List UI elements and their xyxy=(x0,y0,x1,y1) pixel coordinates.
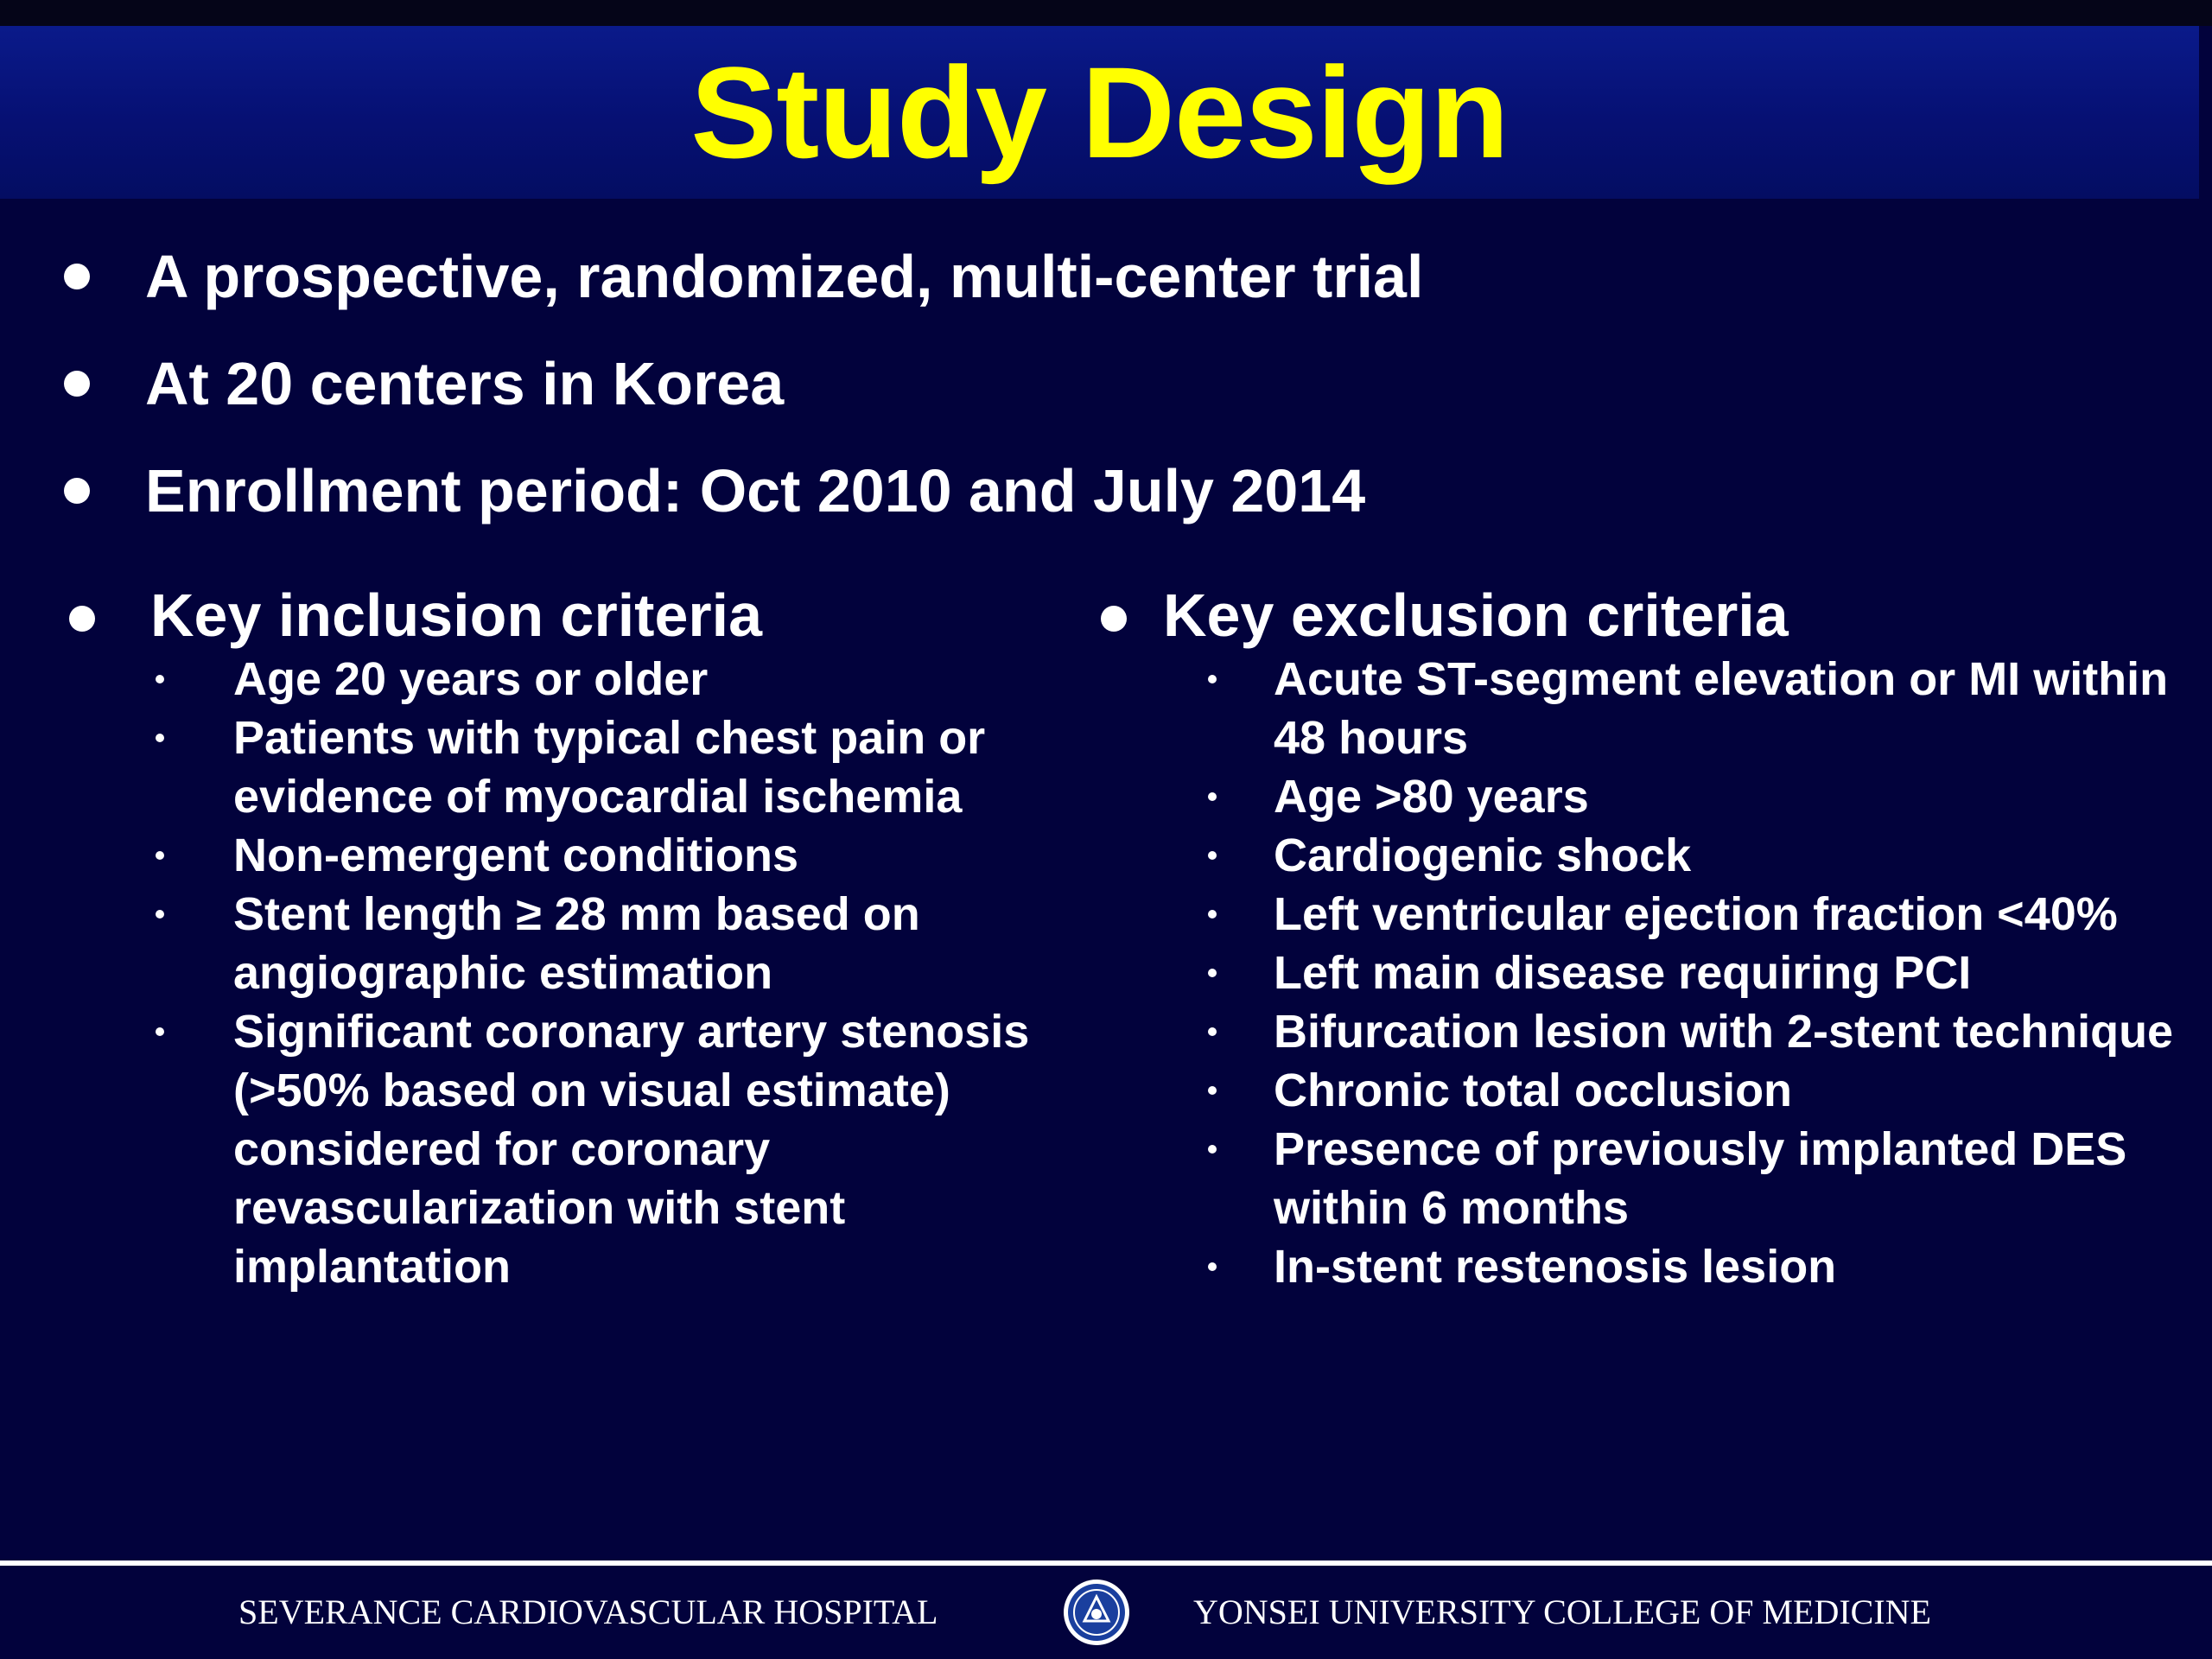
footer-college-name: YONSEI UNIVERSITY COLLEGE OF MEDICINE xyxy=(1192,1592,1931,1631)
exclusion-item-text: Presence of previously implanted DES within 6 months xyxy=(1274,1123,2127,1234)
small-bullet-icon xyxy=(156,734,164,742)
exclusion-item xyxy=(1089,826,2203,885)
main-bullet xyxy=(0,235,2212,342)
inclusion-item xyxy=(0,709,1089,826)
exclusion-item xyxy=(1089,1002,2203,1061)
small-bullet-icon xyxy=(1208,910,1217,918)
small-bullet-icon xyxy=(1208,792,1217,801)
inclusion-item xyxy=(0,650,1089,709)
exclusion-item-text: Bifurcation lesion with 2-stent technique xyxy=(1274,1006,2174,1058)
university-seal-icon xyxy=(1062,1578,1131,1647)
inclusion-heading-row xyxy=(0,577,1089,650)
main-bullet-text: At 20 centers in Korea xyxy=(145,350,785,417)
small-bullet-icon xyxy=(1208,1027,1217,1036)
exclusion-item xyxy=(1089,767,2203,826)
exclusion-heading: Key exclusion criteria xyxy=(1163,582,1789,649)
bullet-dot-icon xyxy=(1101,606,1127,632)
exclusion-item xyxy=(1089,1120,2203,1237)
small-bullet-icon xyxy=(1208,1145,1217,1154)
main-bullet-text: A prospective, randomized, multi-center trial xyxy=(145,243,1424,310)
inclusion-criteria-column xyxy=(0,577,1089,1296)
small-bullet-icon xyxy=(156,910,164,918)
exclusion-item xyxy=(1089,944,2203,1002)
bullet-dot-icon xyxy=(64,478,90,504)
bullet-dot-icon xyxy=(64,264,90,289)
small-bullet-icon xyxy=(156,1027,164,1036)
inclusion-item-text: Age 20 years or older xyxy=(233,653,709,705)
bullet-dot-icon xyxy=(69,606,95,632)
main-bullet xyxy=(0,342,2212,449)
exclusion-item xyxy=(1089,1237,2203,1296)
exclusion-item-text: Chronic total occlusion xyxy=(1274,1065,1793,1116)
small-bullet-icon xyxy=(1208,969,1217,977)
exclusion-item xyxy=(1089,650,2203,767)
exclusion-item-text: Left main disease requiring PCI xyxy=(1274,947,1972,999)
exclusion-item xyxy=(1089,885,2203,944)
footer xyxy=(0,1566,2212,1659)
exclusion-list xyxy=(1089,650,2203,1296)
inclusion-item-text: Stent length ≥ 28 mm based on angiographic estimation xyxy=(233,888,920,999)
main-bullet-list xyxy=(0,235,2212,556)
exclusion-item-text: Acute ST-segment elevation or MI within 48 hours xyxy=(1274,653,2169,764)
small-bullet-icon xyxy=(156,851,164,860)
exclusion-item-text: In-stent restenosis lesion xyxy=(1274,1241,1837,1293)
inclusion-item xyxy=(0,826,1089,885)
small-bullet-icon xyxy=(1208,1262,1217,1271)
title-band xyxy=(0,26,2199,199)
bullet-dot-icon xyxy=(64,371,90,397)
small-bullet-icon xyxy=(1208,675,1217,683)
inclusion-list xyxy=(0,650,1089,1296)
inclusion-item-text: Non-emergent conditions xyxy=(233,830,799,881)
inclusion-item-text: Patients with typical chest pain or evidence of myocardial ischemia xyxy=(233,712,986,823)
footer-hospital-name: SEVERANCE CARDIOVASCULAR HOSPITAL xyxy=(238,1592,938,1631)
small-bullet-icon xyxy=(1208,1086,1217,1095)
slide-title: Study Design xyxy=(690,40,1509,185)
inclusion-heading: Key inclusion criteria xyxy=(150,582,763,649)
main-bullet xyxy=(0,449,2212,556)
exclusion-heading-row xyxy=(1089,577,2203,650)
exclusion-item xyxy=(1089,1061,2203,1120)
exclusion-item-text: Cardiogenic shock xyxy=(1274,830,1692,881)
small-bullet-icon xyxy=(1208,851,1217,860)
inclusion-item xyxy=(0,885,1089,1002)
main-bullet-text: Enrollment period: Oct 2010 and July 2014 xyxy=(145,457,1366,524)
inclusion-item-text: Significant coronary artery stenosis (>50% based on visual estimate) considered for coronary revascularization with stent implantation xyxy=(233,1006,1030,1293)
top-strip xyxy=(0,0,2212,26)
small-bullet-icon xyxy=(156,675,164,683)
exclusion-criteria-column xyxy=(1089,577,2203,1296)
inclusion-item xyxy=(0,1002,1089,1296)
exclusion-item-text: Left ventricular ejection fraction <40% xyxy=(1274,888,2118,940)
exclusion-item-text: Age >80 years xyxy=(1274,771,1589,823)
